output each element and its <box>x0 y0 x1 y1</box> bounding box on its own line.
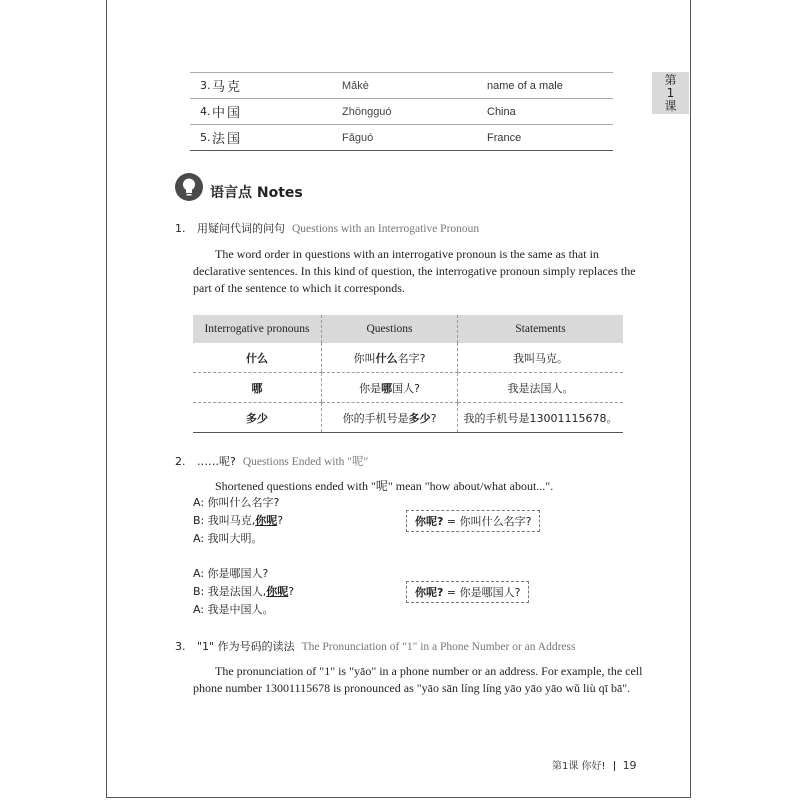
table-header-row: Interrogative pronouns Questions Statements <box>193 315 623 343</box>
section-3-heading: 3. "1" 作为号码的读法 The Pronunciation of "1" in a Phone Number or an Address <box>175 640 576 653</box>
dialogue-line: B: 我叫马克,你呢? <box>193 514 284 527</box>
section-2-heading: 2. ……呢? Questions Ended with "呢" <box>175 455 369 468</box>
section-2-text: Shortened questions ended with "呢" mean "how about/what about...". <box>215 479 554 493</box>
section-3-text-line: phone number 13001115678 is pronounced as "yāo sān líng líng yāo yāo yāo wǔ liù qī bā". <box>193 681 631 695</box>
pronoun-table <box>193 315 623 433</box>
notes-heading: 语言点 Notes <box>210 185 303 201</box>
dialogue-line: A: 我叫大明。 <box>193 532 263 545</box>
page-number: 19 <box>622 759 637 772</box>
dialogue-line: A: 我是中国人。 <box>193 603 274 616</box>
table-row: 哪 你是哪国人? 我是法国人。 <box>193 373 623 403</box>
table-row: 4. 中国 Zhōngguó China <box>190 99 613 125</box>
dialogue-line: A: 你叫什么名字? <box>193 496 280 509</box>
equivalence-box: 你呢? = 你是哪国人? <box>406 581 529 603</box>
table-row: 什么 你叫什么名字? 我叫马克。 <box>193 343 623 373</box>
section-1-heading: 1. 用疑问代词的问句 Questions with an Interrogative Pronoun <box>175 222 480 235</box>
lesson-tab: 第 1 课 <box>652 72 689 114</box>
vocabulary-table <box>190 72 613 151</box>
section-3-text-line: The pronunciation of "1" is "yāo" in a phone number or an address. For example, the cell <box>215 664 643 678</box>
lightbulb-icon <box>174 172 204 202</box>
dialogue-line: B: 我是法国人,你呢? <box>193 585 295 598</box>
equivalence-box: 你呢? = 你叫什么名字? <box>406 510 540 532</box>
dialogue-line: A: 你是哪国人? <box>193 567 269 580</box>
table-row: 3. 马克 Mǎkè name of a male <box>190 73 613 99</box>
section-1-text-line: part of the sentence to which it corresponds. <box>193 281 405 295</box>
section-1-text-line: The word order in questions with an interrogative pronoun is the same as that in <box>215 247 599 261</box>
table-row: 5. 法国 Fǎguó France <box>190 125 613 151</box>
page-footer: 第1课 你好! 19 <box>552 759 637 772</box>
table-row: 多少 你的手机号是多少? 我的手机号是13001115678。 <box>193 403 623 433</box>
section-1-text-line: declarative sentences. In this kind of question, the interrogative pronoun simply replaces the <box>193 264 636 278</box>
